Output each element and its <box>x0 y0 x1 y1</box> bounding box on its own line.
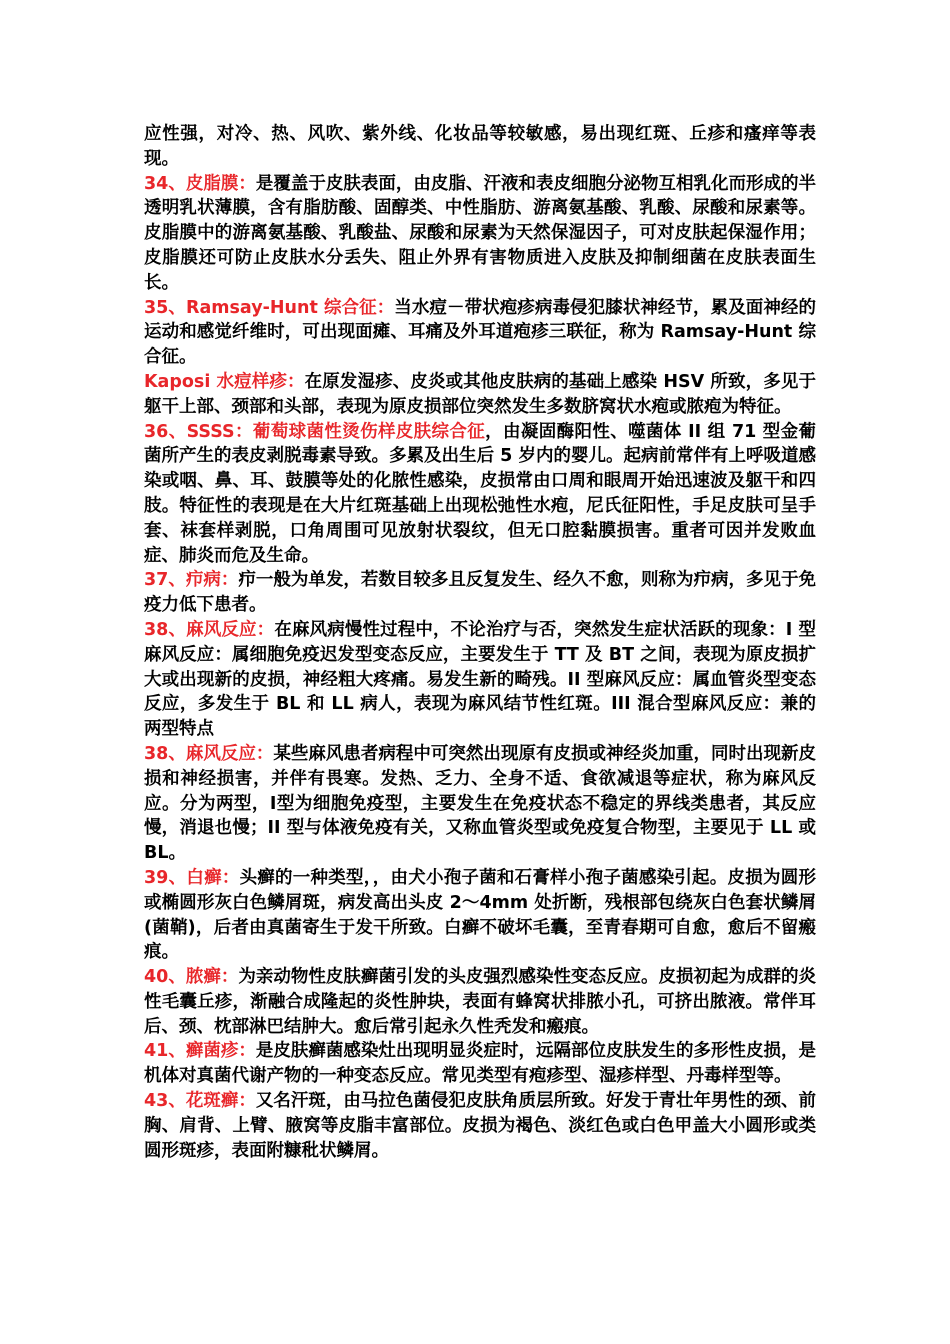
entry-tinea-versicolor <box>144 1089 816 1163</box>
entry-kerion <box>144 965 816 1039</box>
entry-text: 是皮肤癣菌感染灶出现明显炎症时，远隔部位皮肤发生的多形性皮损，是机体对真菌代谢产物的一种变态反应。常见类型有疱疹型、湿疹样型、丹毒样型等。 <box>144 1041 817 1087</box>
entry-text: 头癣的一种类型，，由犬小孢子菌和石膏样小孢子菌感染引起。皮损为圆形或椭圆形灰白色鳞屑斑，病发高出头皮 2～4mm 处折断，残根部包绕灰白色套状鳞屑(菌鞘)，后者由真菌寄生于发干所致。白癣不破坏毛囊，至青春期可自愈，愈后不留瘢痕。 <box>144 867 816 963</box>
entry-text: 在麻风病慢性过程中，不论治疗与否，突然发生症状活跃的现象：I 型麻风反应：属细胞免疫迟发型变态反应，主要发生于 TT 及 BT 之间，表现为原皮损扩大或出现新的皮损，神经粗大疼痛。易发生新的畸残。II 型麻风反应：属血管炎型变态反应，多发生于 BL 和 LL 病人，表现为麻风结节性红斑。III 混合型麻风反应：兼的两型特点 <box>144 619 816 740</box>
entry-term: 39、白癣： <box>144 867 240 888</box>
entry-kaposi <box>144 370 816 420</box>
entry-text: 是覆盖于皮肤表面，由皮脂、汗液和表皮细胞分泌物互相乳化而形成的半透明乳状薄膜，含有脂肪酸、固醇类、中性脂肪、游离氨基酸、乳酸、尿酸和尿素等。皮脂膜中的游离氨基酸、乳酸盐、尿酸和尿素为天然保湿因子，可对皮肤起保湿作用；皮脂膜还可防止皮肤水分丢失、阻止外界有害物质进入皮肤及抑制细菌在皮肤表面生长。 <box>144 173 817 293</box>
entry-term: 40、脓癣： <box>144 967 239 988</box>
entry-lepra-reaction-2 <box>144 742 816 866</box>
entry-dermatophytid <box>144 1039 816 1089</box>
entry-text: 当水痘－带状疱疹病毒侵犯膝状神经节，累及面神经的运动和感觉纤维时，可出现面瘫、耳痛及外耳道疱疹三联征，称为 Ramsay-Hunt 综合征。 <box>144 297 816 368</box>
entry-continuation <box>144 122 816 172</box>
document-body <box>144 122 816 1163</box>
entry-text: 疖一般为单发，若数目较多且反复发生、经久不愈，则称为疖病，多见于免疫力低下患者。 <box>144 570 816 616</box>
entry-term: 38、麻风反应： <box>144 619 275 640</box>
entry-text: 应性强，对冷、热、风吹、紫外线、化妆品等较敏感，易出现红斑、丘疹和瘙痒等表现。 <box>144 124 816 169</box>
entry-text: 又名汗斑，由马拉色菌侵犯皮肤角质层所致。好发于青壮年男性的颈、前胸、肩背、上臂、腋窝等皮脂丰富部位。皮损为褐色、淡红色或白色甲盖大小圆形或类圆形斑疹，表面附糠秕状鳞屑。 <box>144 1091 817 1161</box>
entry-ramsay-hunt <box>144 296 816 370</box>
entry-furunculosis <box>144 568 816 618</box>
entry-term: 35、Ramsay-Hunt 综合征： <box>144 297 395 318</box>
entry-term: 34、皮脂膜： <box>144 173 256 194</box>
entry-term: Kaposi 水痘样疹： <box>144 371 305 392</box>
entry-text: 某些麻风患者病程中可突然出现原有皮损或神经炎加重，同时出现新皮损和神经损害，并伴有畏寒。发热、乏力、全身不适、食欲减退等症状，称为麻风反应。分为两型，Ⅰ型为细胞免疫型，主要发生在免疫状态不稳定的界线类患者，其反应慢，消退也慢；II 型与体液免疫有关，又称血管炎型或免疫复合物型，主要见于 LL 或 BL。 <box>144 743 817 864</box>
entry-text: 为亲动物性皮肤癣菌引发的头皮强烈感染性变态反应。皮损初起为成群的炎性毛囊丘疹，渐融合成隆起的炎性肿块，表面有蜂窝状排脓小孔，可挤出脓液。常伴耳后、颈、枕部淋巴结肿大。愈后常引起永久性秃发和瘢痕。 <box>144 967 816 1037</box>
entry-ssss <box>144 420 816 569</box>
entry-term: 43、花斑癣： <box>144 1091 256 1112</box>
entry-sebum-membrane <box>144 172 816 296</box>
entry-text: ，由凝固酶阳性、噬菌体 II 组 71 型金葡菌所产生的表皮剥脱毒素导致。多累及出生后 5 岁内的婴儿。起病前常伴有上呼吸道感染或咽、鼻、耳、鼓膜等处的化脓性感染，皮损常由口周和眼周开始迅速波及躯干和四肢。特征性的表现是在大片红斑基础上出现松弛性水疱，尼氏征阳性，手足皮肤可呈手套、袜套样剥脱，口角周围可见放射状裂纹，但无口腔黏膜损害。重者可因并发败血症、肺炎而危及生命。 <box>144 421 816 566</box>
entry-term: 36、SSSS：葡萄球菌性烫伤样皮肤综合征 <box>144 421 486 442</box>
entry-term: 38、麻风反应： <box>144 743 274 764</box>
entry-white-ringworm <box>144 866 816 965</box>
entry-text: 在原发湿疹、皮炎或其他皮肤病的基础上感染 HSV 所致，多见于躯干上部、颈部和头部，表现为原皮损部位突然发生多数脐窝状水疱或脓疱为特征。 <box>144 371 816 417</box>
entry-term: 41、癣菌疹： <box>144 1041 256 1062</box>
entry-term: 37、疖病： <box>144 570 239 591</box>
entry-lepra-reaction-1 <box>144 618 816 742</box>
